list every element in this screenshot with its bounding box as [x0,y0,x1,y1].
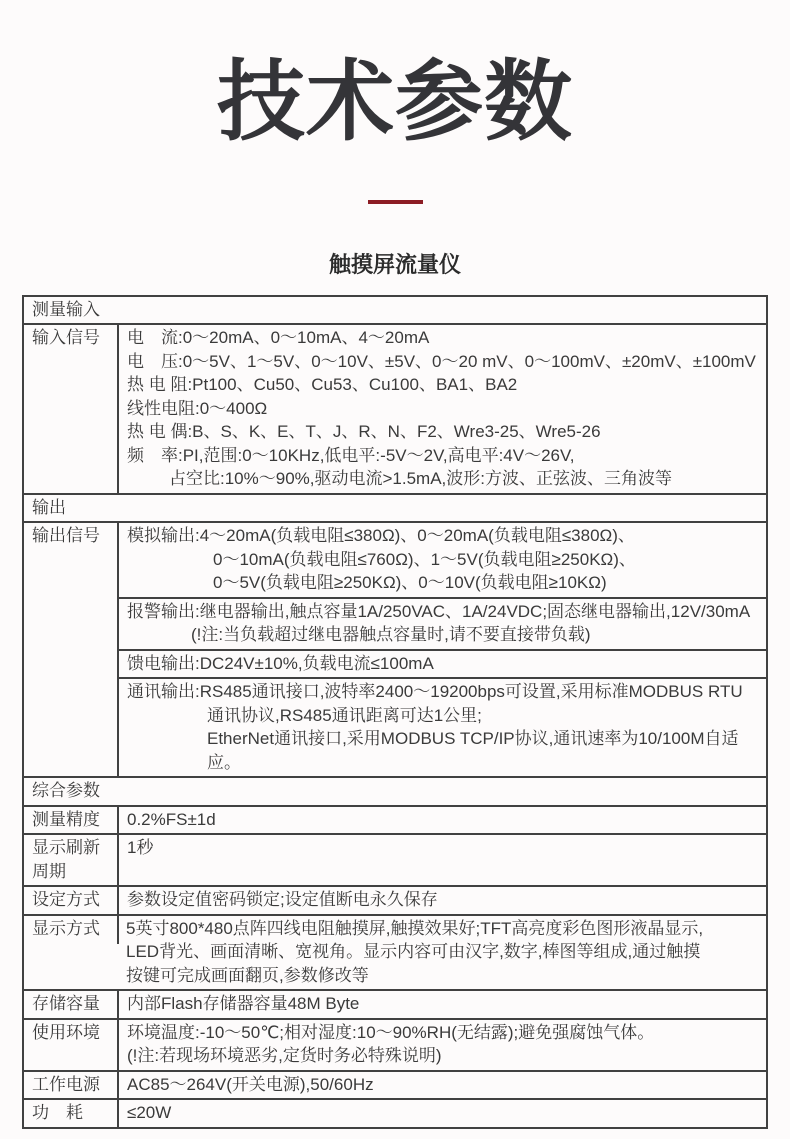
row-storage-capacity [23,990,767,1019]
output-alarm-cell [118,598,767,650]
row-label-measure-accuracy: 测量精度 [23,806,118,835]
output-analog-line-1: 模拟输出:4～20mA(负载电阻≤380Ω)、0～20mA(负载电阻≤380Ω)、 [127,526,635,546]
row-value-working-power: AC85～264V(开关电源),50/60Hz [118,1071,767,1100]
row-environment [23,1019,767,1071]
section-header-measure-input: 测量输入 [23,296,767,325]
row-label-storage-capacity: 存储容量 [23,990,118,1019]
section-row-measure-input [23,296,767,325]
row-label-refresh-period: 显示刷新周期 [23,834,118,886]
environment-note-line: (!注:若现场环境恶劣,定货时务必特殊说明) [127,1046,442,1066]
row-power-consumption [23,1099,767,1128]
input-signal-current-line: 电 流:0～20mA、0～10mA、4～20mA [127,328,430,348]
row-output-signal-analog [23,522,767,598]
output-comm-line-2: 通讯协议,RS485通讯距离可达1公里; [207,705,482,725]
row-display-method [23,915,767,991]
output-analog-line-2: 0～10mA(负载电阻≤760Ω)、1～5V(负载电阻≥250KΩ)、 [213,549,636,569]
output-analog-cell [118,522,767,598]
row-value-environment [118,1019,767,1071]
spec-sheet-page [0,50,790,1139]
row-measure-accuracy [23,806,767,835]
input-signal-voltage-line: 电 压:0～5V、1～5V、0～10V、±5V、0～20 mV、0～100mV、±20mV、±100mV [127,351,756,371]
output-alarm-note-line: (!注:当负载超过继电器触点容量时,请不要直接带负载) [191,625,591,645]
partial-divider-stub [117,914,119,944]
row-output-signal-alarm [23,598,767,650]
row-label-environment: 使用环境 [23,1019,118,1071]
row-output-signal-comm [23,678,767,777]
display-method-line-2: LED背光、画面清晰、宽视角。显示内容可由汉字,数字,棒图等组成,通过触摸 [126,942,701,962]
output-comm-line-1: 通讯输出:RS485通讯接口,波特率2400～19200bps可设置,采用标准MODBUS RTU [127,682,743,702]
spec-table [22,295,768,1129]
output-analog-line-3: 0～5V(负载电阻≥250KΩ)、0～10V(负载电阻≥10KΩ) [213,573,607,593]
input-signal-rtd-line: 热 电 阻:Pt100、Cu50、Cu53、Cu100、BA1、BA2 [127,375,518,395]
row-label-working-power: 工作电源 [23,1071,118,1100]
output-comm-cell [118,678,767,777]
row-input-signal [23,324,767,494]
section-header-general: 综合参数 [23,777,767,806]
accent-divider [368,200,423,204]
row-label-output-signal: 输出信号 [23,522,118,777]
output-comm-line-3: EtherNet通讯接口,采用MODBUS TCP/IP协议,通讯速率为10/100M自适应。 [207,729,739,772]
row-setting-method [23,886,767,915]
section-row-general [23,777,767,806]
product-subtitle: 触摸屏流量仪 [328,251,461,277]
row-value-input-signal [118,324,767,494]
display-method-label-text: 显示方式 [32,918,100,938]
row-value-measure-accuracy: 0.2%FS±1d [118,806,767,835]
output-feed-cell: 馈电输出:DC24V±10%,负载电流≤100mA [118,650,767,679]
row-value-refresh-period: 1秒 [118,834,767,886]
input-signal-duty-cycle-line: 占空比:10%～90%,驱动电流>1.5mA,波形:方波、正弦波、三角波等 [169,469,673,489]
row-value-display-method [118,915,767,991]
section-row-output [23,494,767,523]
input-signal-thermocouple-line: 热 电 偶:B、S、K、E、T、J、R、N、F2、Wre3-25、Wre5-26 [127,422,601,442]
row-label-power-consumption: 功 耗 [23,1099,118,1128]
row-output-signal-feed [23,650,767,679]
section-header-output: 输出 [23,494,767,523]
display-method-line-1: 5英寸800*480点阵四线电阻触摸屏,触摸效果好;TFT高亮度彩色图形液晶显示, [126,918,704,938]
input-signal-linear-resistance-line: 线性电阻:0～400Ω [127,398,268,418]
row-value-power-consumption: ≤20W [118,1099,767,1128]
output-alarm-line-1: 报警输出:继电器输出,触点容量1A/250VAC、1A/24VDC;固态继电器输出,12V/30mA [127,601,751,621]
row-label-display-method [23,915,118,991]
input-signal-frequency-line: 频 率:PI,范围:0～10KHz,低电平:-5V～2V,高电平:4V～26V, [127,445,575,465]
display-method-line-3: 按键可完成画面翻页,参数修改等 [126,965,369,985]
environment-line-1: 环境温度:-10～50℃;相对湿度:10～90%RH(无结露);避免强腐蚀气体。 [127,1022,655,1042]
row-refresh-period [23,834,767,886]
row-label-setting-method: 设定方式 [23,886,118,915]
row-working-power [23,1071,767,1100]
row-value-storage-capacity: 内部Flash存储器容量48M Byte [118,990,767,1019]
row-value-setting-method: 参数设定值密码锁定;设定值断电永久保存 [118,886,767,915]
page-title: 技术参数 [216,52,573,151]
row-label-input-signal: 输入信号 [23,324,118,494]
